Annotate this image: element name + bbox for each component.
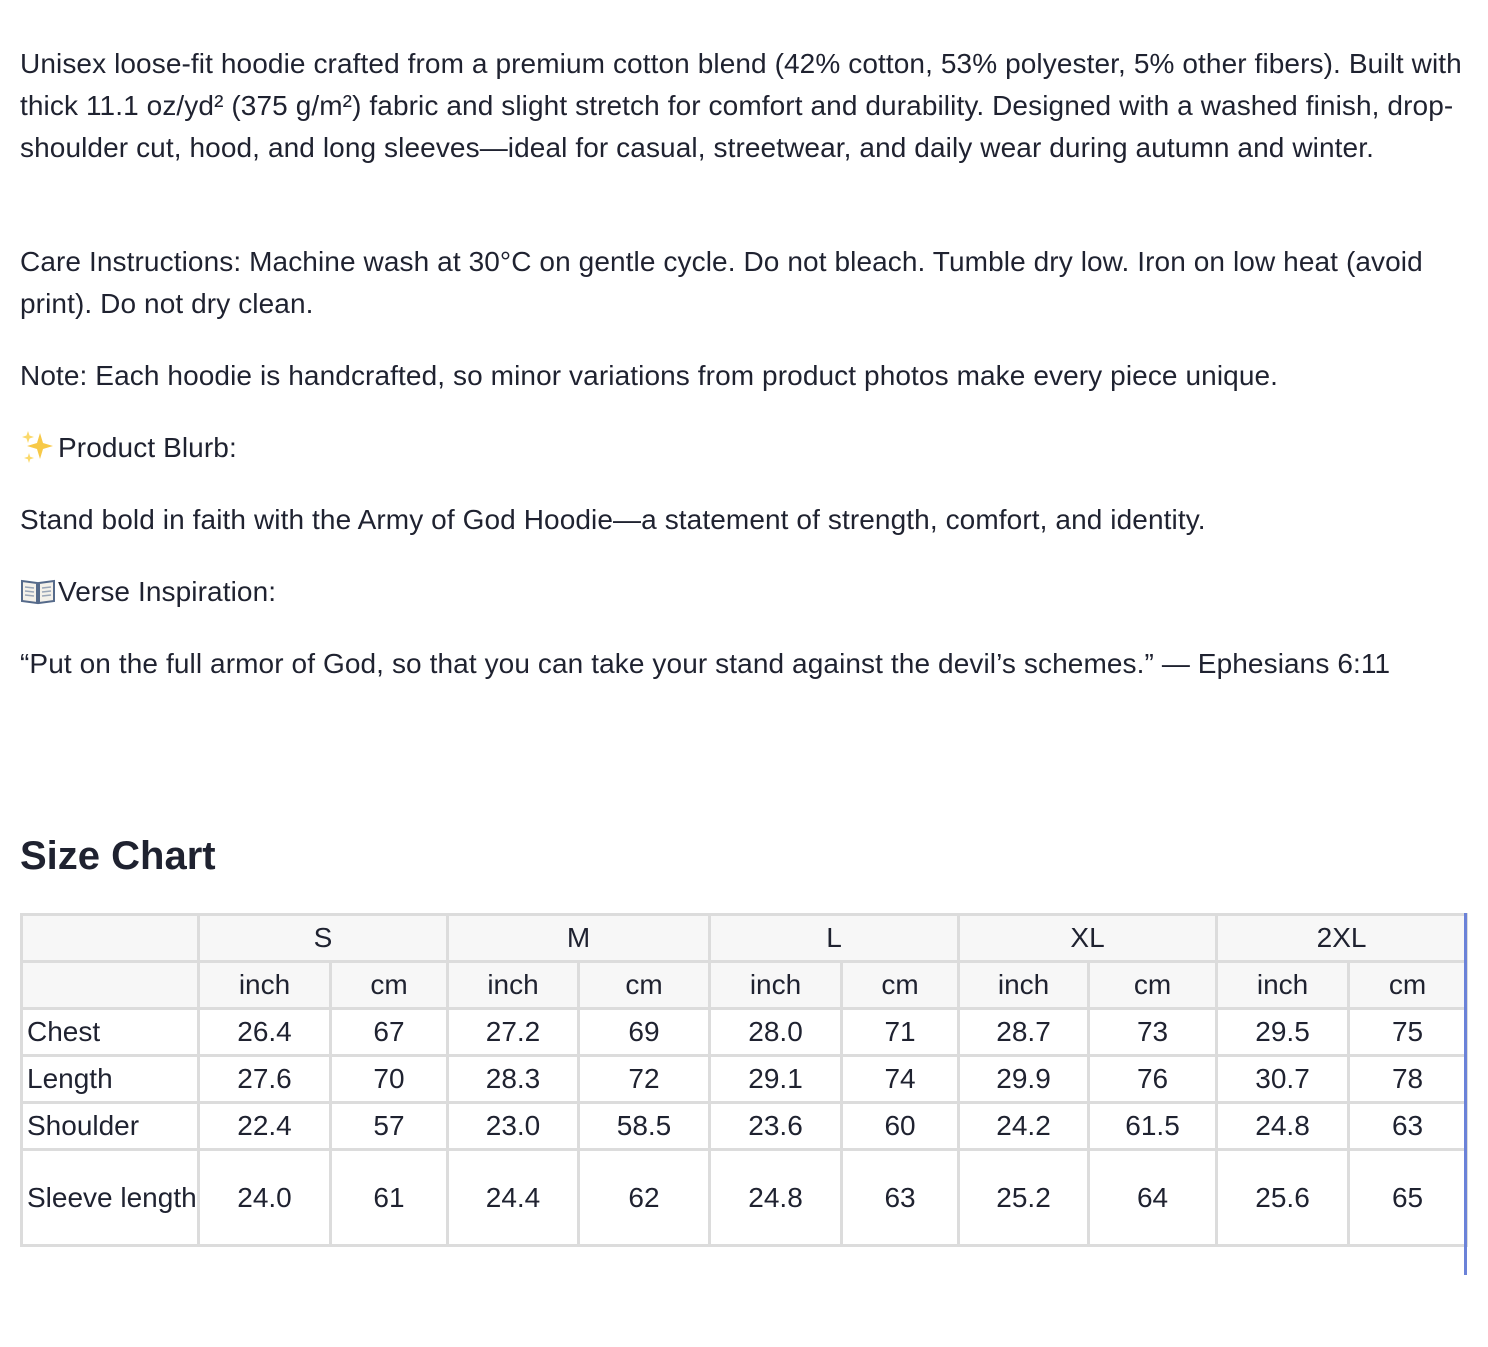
table-cell: 67 xyxy=(331,1009,448,1056)
table-cell: 78 xyxy=(1349,1056,1467,1103)
row-label-shoulder: Shoulder xyxy=(22,1103,199,1150)
size-header-s: S xyxy=(199,915,448,962)
table-cell: 28.3 xyxy=(448,1056,579,1103)
table-cell: 24.8 xyxy=(710,1150,842,1246)
unit-header: cm xyxy=(1089,962,1217,1009)
unit-corner-cell xyxy=(22,962,199,1009)
table-cell: 63 xyxy=(842,1150,959,1246)
table-row-length xyxy=(22,1056,1467,1103)
table-cell: 22.4 xyxy=(199,1103,331,1150)
table-cell: 29.5 xyxy=(1217,1009,1349,1056)
table-cell: 69 xyxy=(579,1009,710,1056)
size-header-xl: XL xyxy=(959,915,1217,962)
table-cell: 28.0 xyxy=(710,1009,842,1056)
table-cell: 28.7 xyxy=(959,1009,1089,1056)
row-label-sleeve-length: Sleeve length xyxy=(22,1150,199,1246)
product-blurb: Stand bold in faith with the Army of God Hoodie—a statement of strength, comfort, and identity. xyxy=(20,504,1206,535)
product-description: Unisex loose-fit hoodie crafted from a premium cotton blend (42% cotton, 53% polyester, 5% other fibers). Built with thick 11.1 oz/yd² (375 g/m²) fabric and slight stretch for comfort and durability. Designed with a washed finish, drop-shoulder cut, hood, and long sleeves—ideal for casual, streetwear, and daily wear during autumn and winter. xyxy=(20,48,1462,163)
size-header-row xyxy=(22,915,1467,962)
table-scroll-edge[interactable] xyxy=(1464,913,1467,1275)
table-cell: 74 xyxy=(842,1056,959,1103)
table-cell: 23.0 xyxy=(448,1103,579,1150)
table-cell: 62 xyxy=(579,1150,710,1246)
corner-cell xyxy=(22,915,199,962)
unit-header: inch xyxy=(199,962,331,1009)
table-cell: 72 xyxy=(579,1056,710,1103)
table-cell: 57 xyxy=(331,1103,448,1150)
table-cell: 30.7 xyxy=(1217,1056,1349,1103)
table-cell: 25.2 xyxy=(959,1150,1089,1246)
unit-header: cm xyxy=(842,962,959,1009)
unit-header: cm xyxy=(1349,962,1467,1009)
row-label-length: Length xyxy=(22,1056,199,1103)
table-cell: 64 xyxy=(1089,1150,1217,1246)
row-label-chest: Chest xyxy=(22,1009,199,1056)
table-cell: 24.2 xyxy=(959,1103,1089,1150)
table-row-shoulder xyxy=(22,1103,1467,1150)
table-cell: 24.0 xyxy=(199,1150,331,1246)
handcrafted-note: Note: Each hoodie is handcrafted, so minor variations from product photos make every piece unique. xyxy=(20,360,1279,391)
table-cell: 29.1 xyxy=(710,1056,842,1103)
verse-quote: “Put on the full armor of God, so that you can take your stand against the devil’s schemes.” — Ephesians 6:11 xyxy=(20,648,1391,679)
table-cell: 58.5 xyxy=(579,1103,710,1150)
table-row-chest xyxy=(22,1009,1467,1056)
sparkles-icon xyxy=(20,429,58,465)
table-cell: 60 xyxy=(842,1103,959,1150)
verse-inspiration-label: Verse Inspiration: xyxy=(58,576,277,607)
care-instructions: Care Instructions: Machine wash at 30°C on gentle cycle. Do not bleach. Tumble dry low. Iron on low heat (avoid print). Do not dry clean. xyxy=(20,246,1423,319)
table-cell: 27.2 xyxy=(448,1009,579,1056)
table-cell: 25.6 xyxy=(1217,1150,1349,1246)
unit-header: inch xyxy=(959,962,1089,1009)
product-blurb-heading xyxy=(20,427,1470,469)
size-chart-title: Size Chart xyxy=(20,834,216,878)
size-chart-table xyxy=(20,913,1468,1247)
table-cell: 71 xyxy=(842,1009,959,1056)
table-row-sleeve-length xyxy=(22,1150,1467,1246)
table-cell: 70 xyxy=(331,1056,448,1103)
table-cell: 63 xyxy=(1349,1103,1467,1150)
table-cell: 61 xyxy=(331,1150,448,1246)
unit-header-row xyxy=(22,962,1467,1009)
table-cell: 65 xyxy=(1349,1150,1467,1246)
table-cell: 73 xyxy=(1089,1009,1217,1056)
table-cell: 29.9 xyxy=(959,1056,1089,1103)
unit-header: inch xyxy=(448,962,579,1009)
size-header-2xl: 2XL xyxy=(1217,915,1467,962)
table-cell: 61.5 xyxy=(1089,1103,1217,1150)
table-cell: 24.8 xyxy=(1217,1103,1349,1150)
table-cell: 23.6 xyxy=(710,1103,842,1150)
unit-header: cm xyxy=(579,962,710,1009)
size-header-l: L xyxy=(710,915,959,962)
unit-header: cm xyxy=(331,962,448,1009)
table-cell: 26.4 xyxy=(199,1009,331,1056)
open-book-icon xyxy=(20,573,58,609)
table-cell: 76 xyxy=(1089,1056,1217,1103)
verse-inspiration-heading xyxy=(20,571,1470,613)
size-chart-container xyxy=(20,913,1467,1247)
table-cell: 75 xyxy=(1349,1009,1467,1056)
unit-header: inch xyxy=(1217,962,1349,1009)
size-header-m: M xyxy=(448,915,710,962)
unit-header: inch xyxy=(710,962,842,1009)
table-cell: 27.6 xyxy=(199,1056,331,1103)
product-blurb-label: Product Blurb: xyxy=(58,432,237,463)
table-cell: 24.4 xyxy=(448,1150,579,1246)
